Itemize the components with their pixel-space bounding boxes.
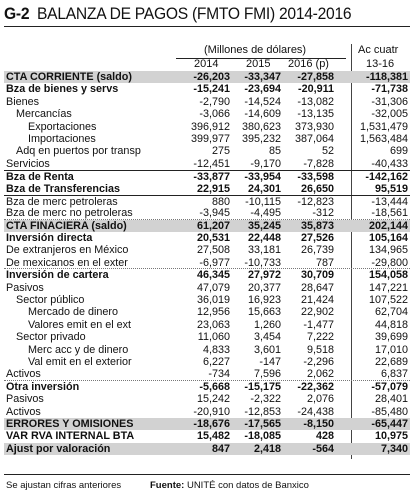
row-value: 202,144: [368, 219, 408, 232]
footer-source: [150, 480, 309, 492]
row-label: Val emit en el exterior: [28, 355, 132, 368]
row-value: 23,063: [196, 318, 230, 331]
row-value: 22,448: [247, 232, 281, 245]
row-value: 7,222: [306, 331, 334, 344]
row-value: 787: [315, 256, 334, 269]
row-value: 428: [315, 430, 334, 443]
row-value: 21,424: [300, 294, 334, 307]
row-value: 6,837: [380, 368, 408, 381]
row-value: -15,241: [193, 83, 230, 96]
row-value: -312: [312, 207, 334, 220]
row-value: 15,242: [196, 393, 230, 406]
row-value: -23,694: [244, 83, 281, 96]
row-value: -32,005: [371, 108, 408, 121]
row-value: 33,181: [247, 244, 281, 257]
row-value: 10,975: [374, 430, 408, 443]
row-value: 7,340: [380, 442, 408, 455]
table-row: [4, 331, 410, 343]
row-value: 27,972: [247, 269, 281, 282]
table-row: [4, 108, 410, 120]
row-value: 1,531,479: [359, 120, 408, 133]
row-label: Ajust por valoración: [6, 442, 111, 455]
row-value: 28,647: [300, 281, 334, 294]
row-value: -2,322: [250, 393, 281, 406]
row-value: -29,800: [371, 256, 408, 269]
row-value: 11,060: [197, 331, 230, 344]
row-label: Activos: [6, 405, 41, 418]
row-value: -85,480: [371, 405, 408, 418]
row-value: -734: [208, 368, 230, 381]
row-value: 380,623: [241, 120, 281, 133]
row-label: Sector público: [16, 294, 85, 307]
row-value: 15,663: [247, 306, 281, 319]
row-label: Merc acc y de dinero: [28, 343, 129, 356]
row-value: 47,079: [196, 281, 230, 294]
row-value: -14,524: [244, 95, 281, 108]
row-label: Inversión directa: [6, 232, 93, 245]
row-value: 12,956: [196, 306, 230, 319]
row-value: -40,433: [371, 157, 408, 170]
row-value: -20,910: [193, 405, 230, 418]
source-label: Fuente:: [150, 480, 185, 491]
row-label: Mercancías: [16, 108, 72, 121]
table-row: [4, 294, 410, 306]
row-label: Otra inversión: [6, 380, 80, 393]
row-value: 4,833: [202, 343, 230, 356]
row-value: -3,066: [199, 108, 230, 121]
row-label: De mexicanos en el exter: [6, 256, 128, 269]
row-label: Exportaciones: [28, 120, 97, 133]
row-value: -14,609: [244, 108, 281, 121]
units-header: (Millones de dólares): [204, 44, 307, 56]
table-row: [4, 418, 410, 430]
row-value: 35,873: [300, 219, 334, 232]
title-rule: [4, 26, 410, 27]
row-label: Bza de bienes y servs: [6, 83, 119, 96]
table-row: [4, 393, 410, 405]
table-row: [4, 306, 410, 318]
row-value: -142,162: [365, 171, 408, 184]
table-row: [4, 282, 410, 294]
table-row: [4, 207, 410, 219]
row-value: 15,482: [196, 430, 230, 443]
table-row: [4, 406, 410, 418]
row-value: 395,232: [241, 132, 281, 145]
balance-table: [4, 71, 410, 455]
row-label: Bza de Transferencias: [6, 182, 121, 195]
row-value: -15,175: [244, 380, 281, 393]
row-value: 28,401: [374, 393, 408, 406]
row-value: -31,306: [371, 95, 408, 108]
row-value: -13,082: [297, 95, 334, 108]
row-value: 3,601: [253, 343, 281, 356]
row-value: -564: [312, 442, 334, 455]
row-value: 9,518: [306, 343, 334, 356]
row-value: 373,930: [294, 120, 334, 133]
table-row: [4, 158, 410, 170]
row-value: 6,227: [202, 355, 230, 368]
row-value: 85: [268, 145, 281, 158]
row-value: 387,064: [294, 132, 334, 145]
row-value: 399,977: [190, 132, 230, 145]
footer-note: Se ajustan cifras anteriores: [6, 480, 122, 491]
row-value: 2,062: [306, 368, 334, 381]
row-value: -8,150: [303, 417, 334, 430]
row-value: -17,565: [244, 417, 281, 430]
row-value: -71,738: [371, 83, 408, 96]
table-row: [4, 121, 410, 133]
row-label: Pasivos: [6, 393, 44, 406]
row-value: -10,115: [245, 195, 281, 208]
row-value: 20,531: [196, 232, 230, 245]
row-value: 880: [211, 195, 230, 208]
row-value: 36,019: [196, 294, 230, 307]
row-value: -1,477: [303, 318, 334, 331]
row-value: 61,207: [196, 219, 230, 232]
row-value: -57,079: [371, 380, 408, 393]
row-value: -10,733: [244, 256, 281, 269]
row-value: 16,923: [247, 294, 281, 307]
row-value: -12,853: [244, 405, 281, 418]
row-value: 24,301: [247, 182, 281, 195]
table-row: [4, 356, 410, 368]
year-header-2015: 2015: [246, 58, 271, 70]
row-label: Bza de Renta: [6, 171, 74, 184]
row-value: -6,977: [199, 256, 230, 269]
row-label: Mercado de dinero: [28, 306, 119, 319]
table-title: [4, 4, 351, 24]
row-value: -18,085: [244, 430, 281, 443]
table-row: [4, 83, 410, 95]
row-label: Inversión de cartera: [6, 269, 109, 282]
row-value: -24,438: [297, 405, 334, 418]
row-value: -18,561: [371, 207, 408, 220]
row-value: -118,381: [365, 71, 408, 83]
table-row: [4, 269, 410, 281]
row-value: -33,347: [244, 71, 281, 83]
row-value: -65,447: [371, 417, 408, 430]
row-label: Importaciones: [28, 132, 96, 145]
row-label: Bza de merc no petroleras: [6, 207, 133, 220]
row-value: 95,519: [374, 182, 408, 195]
row-value: -7,828: [303, 157, 334, 170]
row-label: Sector privado: [16, 331, 86, 344]
year-header-2014: 2014: [194, 58, 219, 70]
row-value: -5,668: [199, 380, 230, 393]
table-row: [4, 195, 410, 207]
row-value: -18,676: [193, 417, 230, 430]
row-value: -13,444: [371, 195, 408, 208]
row-value: 396,912: [190, 120, 230, 133]
row-value: 52: [321, 145, 334, 158]
table-row: [4, 71, 410, 83]
year-header-2016: 2016 (p): [288, 58, 329, 70]
row-value: -33,954: [244, 171, 281, 184]
row-value: 20,377: [247, 281, 281, 294]
row-label: Bienes: [6, 95, 40, 108]
table-row: [4, 344, 410, 356]
row-value: 39,699: [374, 331, 408, 344]
row-value: 147,221: [368, 281, 408, 294]
row-value: 26,650: [300, 182, 334, 195]
row-value: 2,076: [306, 393, 334, 406]
row-value: 1,563,484: [359, 132, 408, 145]
row-value: 3,454: [253, 331, 281, 344]
row-label: Servicios: [6, 157, 50, 170]
row-value: -2,296: [303, 355, 334, 368]
row-value: -3,945: [199, 207, 230, 220]
row-value: -22,362: [297, 380, 334, 393]
row-value: 46,345: [196, 269, 230, 282]
row-value: -4,495: [250, 207, 281, 220]
row-value: 154,058: [368, 269, 408, 282]
table-row: [4, 257, 410, 269]
cumulative-header: Ac cuatr: [358, 44, 399, 56]
row-label: Adq en puertos por transp: [16, 145, 141, 158]
table-title-text: BALANZA DE PAGOS (FMTO FMI) 2014-2016: [37, 4, 352, 23]
row-value: 27,508: [196, 244, 230, 257]
row-label: ERRORES Y OMISIONES: [6, 417, 134, 430]
table-row: [4, 381, 410, 393]
row-value: -33,877: [193, 171, 230, 184]
table-row: [4, 430, 410, 442]
row-value: 7,596: [253, 368, 281, 381]
row-label: Valores emit en el ext: [28, 318, 132, 331]
row-value: -12,823: [297, 195, 334, 208]
row-value: 275: [211, 145, 230, 158]
row-value: 2,418: [253, 442, 281, 455]
row-value: 27,526: [300, 232, 334, 245]
row-value: 26,739: [300, 244, 334, 257]
table-row: [4, 183, 410, 195]
row-value: -13,135: [297, 108, 334, 121]
row-label: Pasivos: [6, 281, 44, 294]
period-header: 13-16: [366, 58, 395, 70]
footer-rule: [4, 474, 410, 475]
row-value: 30,709: [300, 269, 334, 282]
row-value: -9,170: [250, 157, 281, 170]
table-row: [4, 220, 410, 232]
row-label: Activos: [6, 368, 41, 381]
table-row: [4, 170, 410, 182]
row-value: -147: [259, 355, 281, 368]
row-label: CTA FINACIERA (saldo): [6, 219, 127, 232]
row-label: De extranjeros en México: [6, 244, 129, 257]
table-row: [4, 368, 410, 380]
table-row: [4, 443, 410, 455]
row-value: 22,902: [300, 306, 334, 319]
table-row: [4, 319, 410, 331]
row-value: 699: [389, 145, 408, 158]
row-value: -2,790: [199, 95, 230, 108]
row-value: 17,010: [374, 343, 408, 356]
row-value: -33,598: [297, 171, 334, 184]
source-text: UNITÉ con datos de Banxico: [186, 480, 309, 491]
row-value: 134,965: [368, 244, 408, 257]
table-code: G-2: [4, 4, 30, 23]
row-value: 35,245: [247, 219, 281, 232]
table-row: [4, 145, 410, 157]
row-value: -27,858: [297, 71, 334, 83]
row-value: 847: [211, 442, 230, 455]
row-value: -20,911: [297, 83, 334, 96]
row-value: 105,164: [368, 232, 408, 245]
row-value: 1,260: [253, 318, 281, 331]
row-value: 44,818: [374, 318, 408, 331]
row-label: CTA CORRIENTE (saldo): [6, 71, 132, 83]
row-label: Bza de merc petroleras: [6, 195, 118, 208]
row-value: -12,451: [193, 157, 230, 170]
row-value: 22,689: [374, 355, 408, 368]
table-row: [4, 232, 410, 244]
table-row: [4, 96, 410, 108]
row-label: VAR RVA INTERNAL BTA: [6, 430, 135, 443]
table-row: [4, 133, 410, 145]
row-value: 107,522: [368, 294, 408, 307]
row-value: -26,203: [193, 71, 230, 83]
table-row: [4, 244, 410, 256]
row-value: 22,915: [196, 182, 230, 195]
row-value: 62,704: [374, 306, 408, 319]
